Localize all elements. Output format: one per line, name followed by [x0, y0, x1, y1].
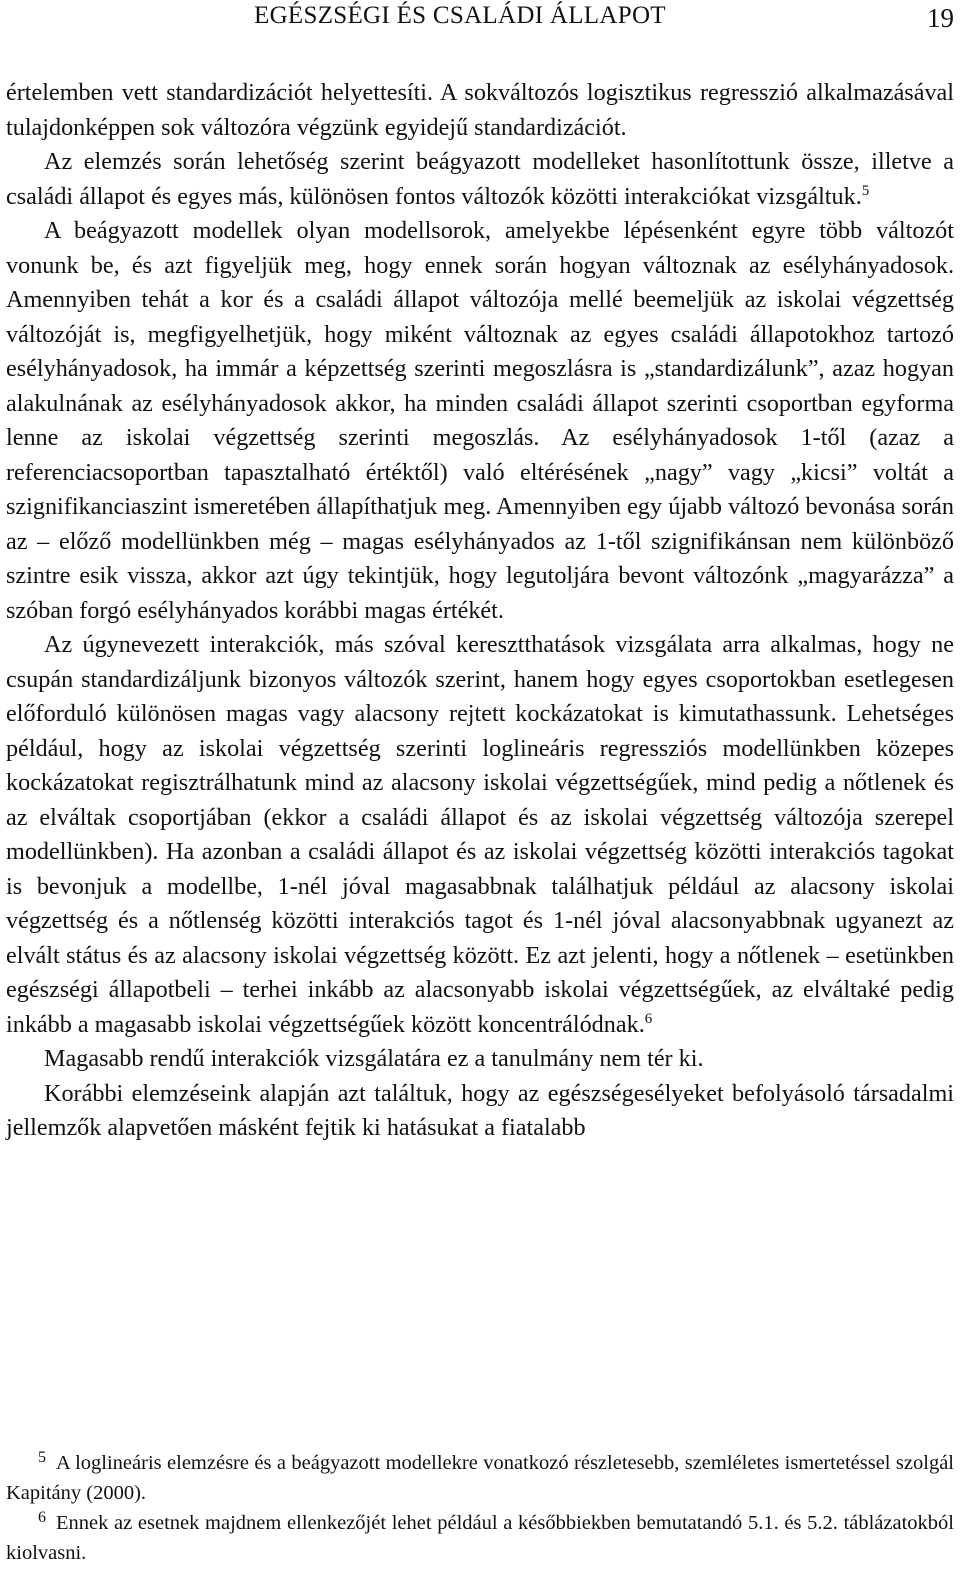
footnote-mark: 6: [38, 1509, 46, 1526]
footnote: [6, 1508, 954, 1568]
page-number: 19: [927, 3, 954, 33]
paragraph-text: Korábbi elemzéseink alapján azt találtuk, hogy az egészségesélyeket befolyásoló társadalmi jellemzők alapvetően másként fejtik ki hatásukat a fiatalabb: [6, 1079, 954, 1141]
footnotes: [6, 1448, 954, 1568]
body-text: [6, 76, 954, 1146]
footnote-reference: 6: [644, 1010, 653, 1027]
paragraph: [6, 1077, 954, 1146]
footnote-text: Ennek az esetnek majdnem ellenkezőjét lehet például a későbbiekben bemutatandó 5.1. és 5.2. táblázatokból kiolvasni.: [6, 1512, 954, 1564]
footnote: [6, 1448, 954, 1508]
paragraph: [6, 214, 954, 628]
paragraph-text: Az elemzés során lehetőség szerint beágyazott modelleket hasonlítottunk össze, illetve a családi állapot és egyes más, különösen fontos változók közötti interakciókat vizsgáltuk.: [6, 148, 954, 210]
footnote-mark: 5: [38, 1449, 46, 1466]
paragraph: [6, 1042, 954, 1077]
paragraph-text: értelemben vett standardizációt helyettesíti. A sokváltozós logisztikus regresszió alkalmazásával tulajdonképpen sok változóra végzünk egyidejű standardizációt.: [6, 79, 954, 141]
running-header: [6, 0, 954, 44]
paragraph-text: A beágyazott modellek olyan modellsorok, amelyekbe lépésenként egyre több változót vonunk be, és azt figyeljük meg, hogy ennek során hogyan változnak az esélyhányadosok. Amennyiben tehát a kor és a családi állapot változója mellé beemeljük az iskolai végzettség változóját is, megfigyelhetjük, hogy miként változnak az egyes családi állapotokhoz tartozó esélyhányadosok, ha immár a képzettség szerinti megoszlásra is „standardizálunk”, azaz hogyan alakulnának az esélyhányadosok akkor, ha minden családi állapot szerinti csoportban egyforma lenne az iskolai végzettség szerinti megoszlás. Az esélyhányadosok 1-től (azaz a referenciacsoportban tapasztalható értéktől) való eltérésének „nagy” vagy „kicsi” voltát a szignifikanciaszint ismeretében állapíthatjuk meg. Amennyiben egy újabb változó bevonása során az – előző modellünkben még – magas esélyhányados az 1-től szignifikánsan nem különböző szintre esik vissza, akkor azt úgy tekintjük, hogy legutoljára bevont változónk „magyarázza” a szóban forgó esélyhányados korábbi magas értékét.: [6, 217, 954, 624]
document-page: [6, 0, 954, 1564]
paragraph-text: Az úgynevezett interakciók, más szóval keresztthatások vizsgálata arra alkalmas, hogy ne csupán standardizáljunk bizonyos változók szerint, hanem hogy egyes csoportokban esetlegesen előforduló különösen magas vagy alacsony rejtett kockázatokat is kimutathassunk. Lehetséges például, hogy az iskolai végzettség szerinti loglineáris regressziós modellünkben közepes kockázatokat regisztrálhatunk mind az alacsony iskolai végzettségűek, mind pedig a nőtlenek és az elváltak csoportjában (ekkor a családi állapot és az iskolai végzettség változója szerepel modellünkben). Ha azonban a családi állapot és az iskolai végzettség közötti interakciós tagokat is bevonjuk a modellbe, 1-nél jóval magasabbnak találhatjuk például az alacsony iskolai végzettség és a nőtlenség közötti interakciós tagot és 1-nél jóval alacsonyabbnak ugyanezt az elvált státus és az alacsony iskolai végzettség között. Ez azt jelenti, hogy a nőtlenek – esetünkben egészségi állapotbeli – terhei inkább az alacsonyabb iskolai végzettségűek, az elváltaké pedig inkább a magasabb iskolai végzettségűek között koncentrálódnak.: [6, 631, 954, 1038]
paragraph: [6, 76, 954, 145]
paragraph: [6, 145, 954, 214]
running-title: EGÉSZSÉGI ÉS CSALÁDI ÁLLAPOT: [254, 2, 666, 29]
paragraph: [6, 628, 954, 1042]
footnote-reference: 5: [861, 182, 870, 199]
paragraph-text: Magasabb rendű interakciók vizsgálatára ez a tanulmány nem tér ki.: [44, 1045, 704, 1072]
footnote-text: A loglineáris elemzésre és a beágyazott modellekre vonatkozó részletesebb, szemléletes ismertetéssel szolgál Kapitány (2000).: [6, 1452, 954, 1504]
